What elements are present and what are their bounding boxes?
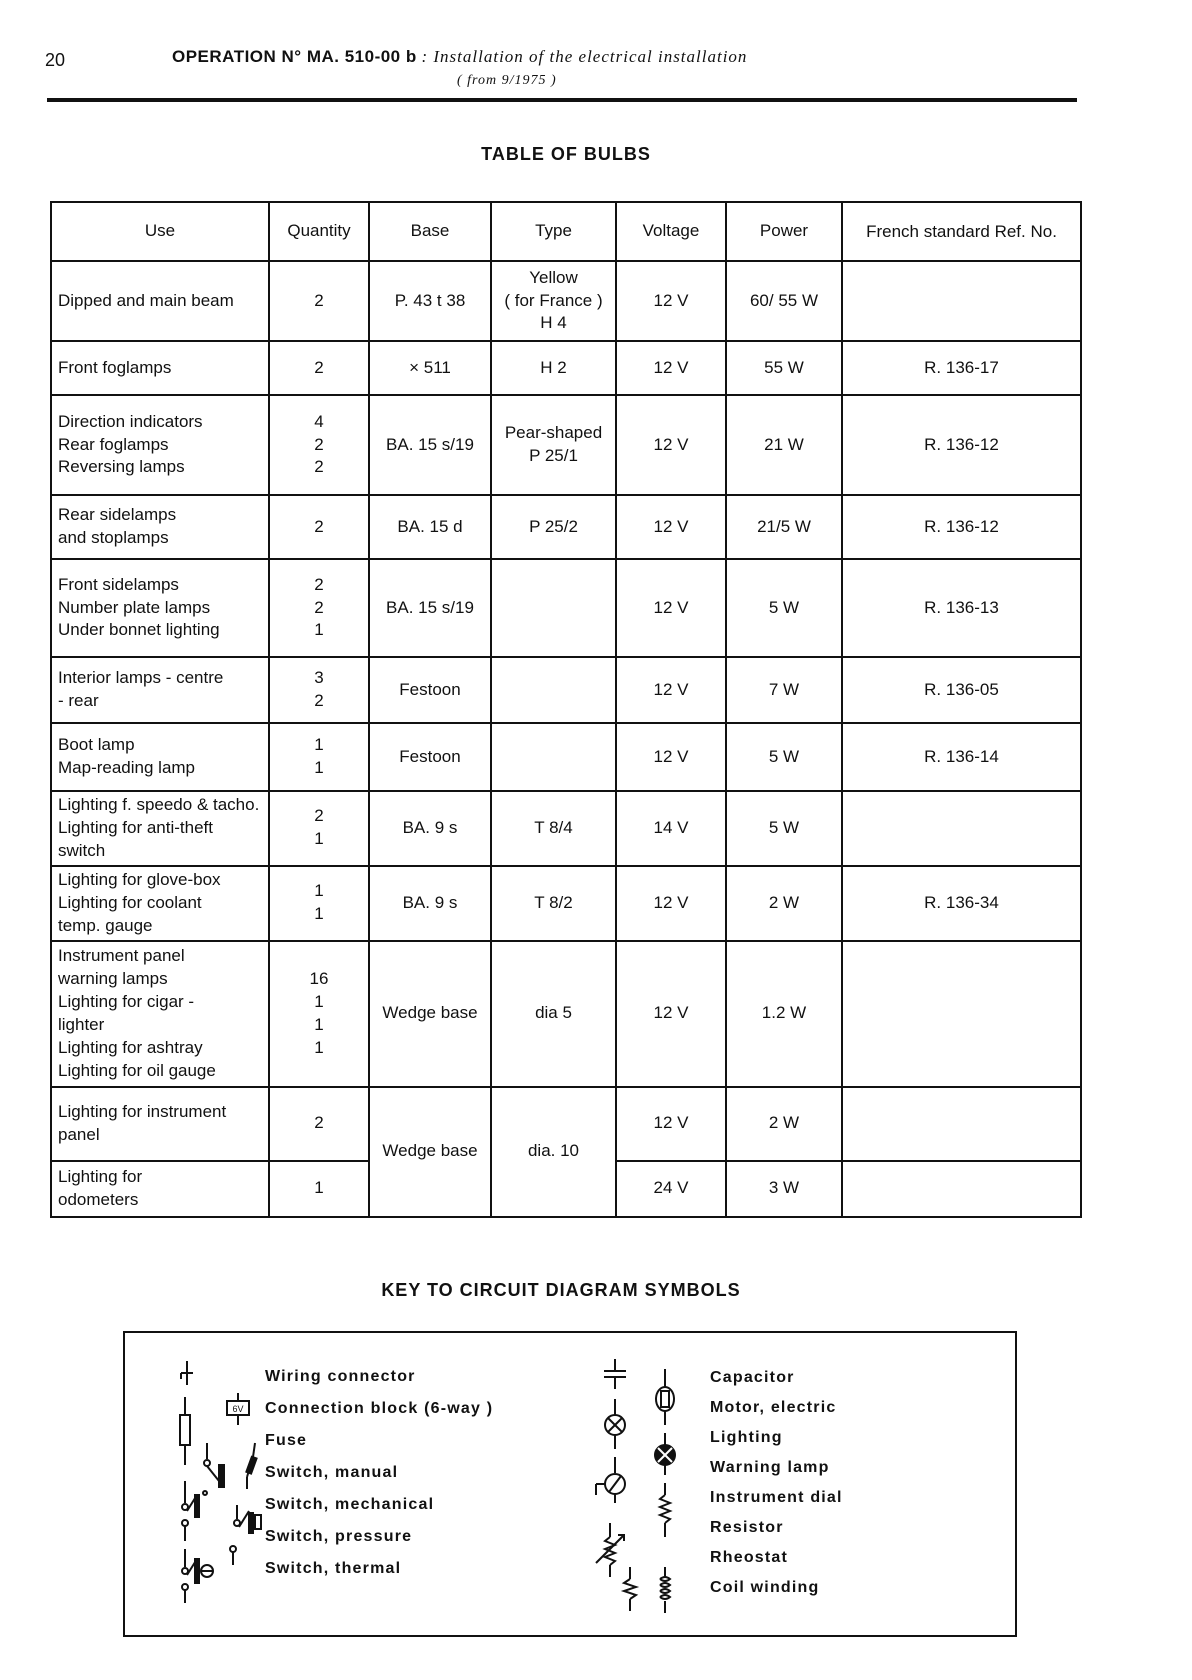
cell-voltage: 12 V [616, 261, 726, 341]
cell-use [51, 341, 269, 395]
table-row [51, 1087, 1081, 1161]
instrument-dial-icon [596, 1457, 625, 1503]
cell-use [51, 791, 269, 866]
type-line: Pear-shaped [504, 423, 603, 443]
switch-mechanical-icon [182, 1481, 207, 1541]
coil-winding-icon [624, 1567, 670, 1613]
cell-use [51, 495, 269, 559]
quantity-line: 1 [314, 735, 324, 755]
cell-type [491, 866, 616, 941]
cell-power: 21/5 W [726, 495, 842, 559]
quantity-line: 1 [314, 620, 324, 640]
use-line: Front sidelamps [58, 574, 179, 594]
rheostat-icon [596, 1523, 624, 1577]
col-base-header: Base [369, 202, 491, 261]
quantity-line: 1 [314, 991, 324, 1011]
cell-ref: R. 136-34 [842, 866, 1081, 941]
col-power-header: Power [726, 202, 842, 261]
quantity-line: 1 [314, 1014, 324, 1034]
legend-item: Coil winding [710, 1579, 820, 1596]
use-line: Boot lamp [58, 735, 135, 755]
use-line: Dipped and main beam [58, 290, 234, 310]
table-row [51, 791, 1081, 866]
right-symbols [590, 1353, 700, 1623]
type-line: Yellow [529, 267, 578, 287]
cell-ref [842, 261, 1081, 341]
use-line: Lighting for coolant [58, 892, 202, 912]
legend-left [265, 1361, 493, 1585]
connection-block-icon [227, 1393, 249, 1425]
quantity-line: 1 [314, 829, 324, 849]
quantity-line: 2 [314, 357, 324, 377]
operation-number: OPERATION N° MA. 510-00 b [172, 47, 417, 66]
type-line: dia 5 [535, 1003, 572, 1023]
use-line: Lighting for cigar - [58, 991, 195, 1011]
cell-power: 5 W [726, 723, 842, 791]
switch-thermal-icon [182, 1549, 213, 1603]
cell-quantity [269, 559, 369, 657]
cell-ref: R. 136-17 [842, 341, 1081, 395]
cell-ref: R. 136-14 [842, 723, 1081, 791]
cell-base: BA. 15 d [369, 495, 491, 559]
cell-use [51, 395, 269, 495]
cell-base: Festoon [369, 657, 491, 723]
quantity-line: 2 [314, 290, 324, 310]
use-line: Lighting for instrument [58, 1101, 227, 1121]
legend-right [710, 1363, 843, 1603]
switch-manual-icon [204, 1443, 257, 1489]
use-line: Direction indicators [58, 411, 203, 431]
operation-subtitle: : Installation of the electrical installation [421, 47, 748, 66]
cell-type [491, 791, 616, 866]
cell-use [51, 866, 269, 941]
use-line: lighter [58, 1014, 105, 1034]
cell-type [491, 495, 616, 559]
header-rule [47, 98, 1077, 102]
cell-use [51, 1087, 269, 1161]
cell-base: Festoon [369, 723, 491, 791]
col-ref-header: French standard Ref. No. [842, 202, 1081, 261]
cell-voltage: 12 V [616, 395, 726, 495]
use-line: Lighting for oil gauge [58, 1060, 216, 1080]
use-line: Lighting for anti-theft [58, 817, 213, 837]
use-line: Lighting for [58, 1166, 143, 1186]
cell-base: BA. 9 s [369, 866, 491, 941]
legend-item: Warning lamp [710, 1459, 830, 1476]
quantity-line: 4 [314, 411, 324, 431]
cell-use [51, 261, 269, 341]
table-row [51, 941, 1081, 1087]
cell-type [491, 559, 616, 657]
quantity-line: 1 [314, 758, 324, 777]
table-row [51, 723, 1081, 791]
cell-base: Wedge base [369, 941, 491, 1087]
legend-item: Motor, electric [710, 1399, 837, 1416]
legend-item: Fuse [265, 1432, 308, 1449]
quantity-line: 3 [314, 668, 324, 688]
col-use-header: Use [51, 202, 269, 261]
type-line: ( for France ) [504, 290, 603, 310]
cell-type [491, 395, 616, 495]
cell-type [491, 261, 616, 341]
page-number: 20 [45, 50, 66, 70]
use-line: temp. gauge [58, 915, 153, 935]
resistor-icon [660, 1483, 670, 1537]
cell-quantity [269, 495, 369, 559]
quantity-line: 1 [314, 1037, 324, 1057]
cell-voltage: 14 V [616, 791, 726, 866]
quantity-line: 16 [309, 968, 329, 988]
use-line: and stoplamps [58, 528, 169, 547]
use-line: Instrument panel [58, 945, 185, 965]
cell-base: P. 43 t 38 [369, 261, 491, 341]
cell-use [51, 941, 269, 1087]
legend-item: Switch, mechanical [265, 1496, 435, 1513]
use-line: Interior lamps - centre [58, 668, 224, 688]
lighting-icon [605, 1399, 625, 1449]
use-line: odometers [58, 1189, 139, 1209]
cell-power: 21 W [726, 395, 842, 495]
capacitor-icon [604, 1359, 626, 1389]
legend-item: Capacitor [710, 1369, 795, 1386]
quantity-line: 2 [314, 434, 324, 454]
quantity-line: 2 [314, 691, 324, 710]
cell-type: dia. 10 [491, 1087, 616, 1217]
type-line: H 4 [540, 313, 567, 333]
legend-item: Wiring connector [265, 1368, 416, 1385]
cell-power: 2 W [726, 1087, 842, 1161]
cell-power: 1.2 W [726, 941, 842, 1087]
connection-block-label: 6V [232, 1404, 244, 1414]
cell-use [51, 559, 269, 657]
use-line: Reversing lamps [58, 457, 185, 477]
table-row [51, 395, 1081, 495]
legend-item: Instrument dial [710, 1489, 843, 1506]
use-line: Lighting for glove-box [58, 869, 221, 889]
cell-base: BA. 15 s/19 [369, 559, 491, 657]
cell-ref [842, 1161, 1081, 1217]
symbol-key-box [123, 1331, 1017, 1637]
cell-quantity: 1 [269, 1161, 369, 1217]
cell-quantity: 2 [269, 1087, 369, 1161]
cell-quantity [269, 341, 369, 395]
cell-voltage: 12 V [616, 495, 726, 559]
cell-voltage: 12 V [616, 1087, 726, 1161]
cell-type [491, 341, 616, 395]
cell-voltage: 12 V [616, 723, 726, 791]
cell-base: Wedge base [369, 1087, 491, 1217]
fuse-icon [180, 1397, 190, 1465]
page-header [172, 47, 1002, 88]
bulbs-table [50, 201, 1082, 1218]
use-line: Rear sidelamps [58, 505, 177, 525]
cell-ref: R. 136-05 [842, 657, 1081, 723]
quantity-line: 1 [314, 881, 324, 901]
cell-quantity [269, 791, 369, 866]
cell-voltage: 12 V [616, 657, 726, 723]
cell-voltage: 12 V [616, 866, 726, 941]
table-header-row [51, 202, 1081, 261]
cell-base: BA. 15 s/19 [369, 395, 491, 495]
motor-icon [656, 1369, 674, 1425]
cell-power: 7 W [726, 657, 842, 723]
table-row [51, 341, 1081, 395]
type-line: P 25/2 [529, 516, 578, 536]
use-line: - rear [58, 691, 99, 710]
cell-voltage: 12 V [616, 559, 726, 657]
use-line: Under bonnet lighting [58, 620, 220, 640]
operation-date: ( from 9/1975 ) [457, 73, 557, 88]
cell-type [491, 723, 616, 791]
cell-base: × 511 [369, 341, 491, 395]
quantity-line: 2 [314, 574, 324, 594]
cell-ref [842, 1087, 1081, 1161]
quantity-line: 2 [314, 597, 324, 617]
type-line: P 25/1 [529, 446, 578, 465]
cell-base: BA. 9 s [369, 791, 491, 866]
cell-quantity [269, 395, 369, 495]
quantity-line: 2 [314, 516, 324, 536]
use-line: Number plate lamps [58, 597, 211, 617]
warning-lamp-icon [655, 1433, 675, 1475]
cell-ref: R. 136-12 [842, 495, 1081, 559]
cell-quantity [269, 723, 369, 791]
use-line: Lighting f. speedo & tacho. [58, 795, 260, 814]
cell-power: 60/ 55 W [726, 261, 842, 341]
cell-voltage: 24 V [616, 1161, 726, 1217]
table-row [51, 261, 1081, 341]
quantity-line: 1 [314, 904, 324, 924]
use-line: warning lamps [58, 968, 168, 988]
col-voltage-header: Voltage [616, 202, 726, 261]
legend-item: Switch, thermal [265, 1560, 402, 1577]
cell-quantity [269, 657, 369, 723]
cell-quantity [269, 941, 369, 1087]
cell-power: 2 W [726, 866, 842, 941]
use-line: Rear foglamps [58, 434, 169, 454]
cell-power: 5 W [726, 791, 842, 866]
cell-power: 55 W [726, 341, 842, 395]
legend-item: Connection block (6-way ) [265, 1400, 494, 1417]
col-quantity-header: Quantity [269, 202, 369, 261]
cell-voltage: 12 V [616, 341, 726, 395]
type-line: H 2 [540, 357, 567, 377]
use-line: switch [58, 840, 106, 860]
table-row [51, 866, 1081, 941]
table-row [51, 495, 1081, 559]
cell-power: 5 W [726, 559, 842, 657]
cell-voltage: 12 V [616, 941, 726, 1087]
use-line: Lighting for ashtray [58, 1037, 203, 1057]
switch-pressure-icon [230, 1505, 261, 1565]
cell-type [491, 941, 616, 1087]
legend-item: Lighting [710, 1429, 783, 1446]
col-type-header: Type [491, 202, 616, 261]
type-line: T 8/2 [534, 892, 573, 912]
table-row [51, 559, 1081, 657]
cell-ref [842, 941, 1081, 1087]
use-line: Front foglamps [58, 357, 172, 377]
cell-type [491, 657, 616, 723]
legend-item: Resistor [710, 1519, 784, 1536]
cell-ref: R. 136-12 [842, 395, 1081, 495]
cell-use [51, 723, 269, 791]
cell-ref [842, 791, 1081, 866]
quantity-line: 2 [314, 457, 324, 477]
type-line: T 8/4 [534, 817, 573, 837]
cell-power: 3 W [726, 1161, 842, 1217]
cell-quantity [269, 866, 369, 941]
table-body [51, 261, 1081, 1217]
table-row [51, 657, 1081, 723]
use-line: Map-reading lamp [58, 758, 196, 777]
cell-use [51, 657, 269, 723]
cell-ref: R. 136-13 [842, 559, 1081, 657]
cell-quantity [269, 261, 369, 341]
legend-item: Switch, pressure [265, 1528, 413, 1545]
table-title: TABLE OF BULBS [481, 144, 651, 164]
wiring-connector-icon [181, 1361, 193, 1385]
legend-item: Rheostat [710, 1549, 789, 1566]
use-line: panel [58, 1124, 100, 1144]
cell-use [51, 1161, 269, 1217]
legend-item: Switch, manual [265, 1464, 399, 1481]
quantity-line: 2 [314, 806, 324, 826]
key-title: KEY TO CIRCUIT DIAGRAM SYMBOLS [381, 1280, 741, 1300]
